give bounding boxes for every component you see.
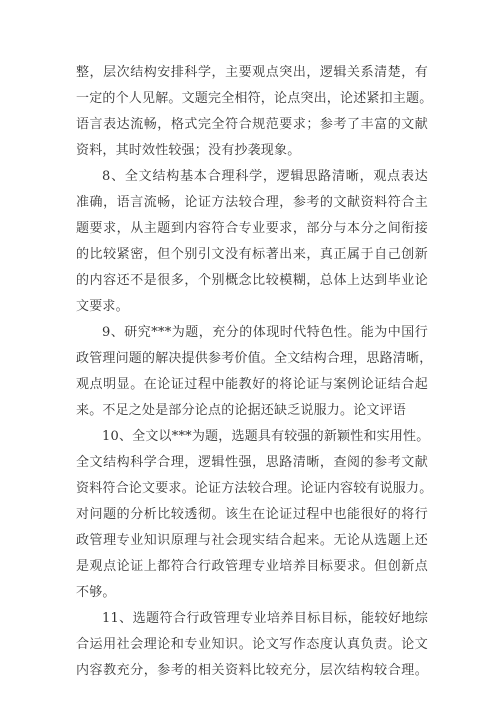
text-line: 的内容还不是很多，个别概念比较模糊，总体上达到毕业论 xyxy=(76,273,428,288)
text-line: 是观点论证上都符合行政管理专业培养目标要求。但创新点 xyxy=(76,559,428,574)
text-line: 准确，语言流畅，论证方法较合理，参考的文献资料符合主 xyxy=(76,195,428,210)
paragraph xyxy=(76,164,428,320)
paragraph xyxy=(76,606,428,684)
text-line: 不够。 xyxy=(76,585,116,600)
text-line: 政管理问题的解决提供参考价值。全文结构合理，思路清晰， xyxy=(76,351,433,366)
document-page xyxy=(76,60,433,684)
text-line: 题要求，从主题到内容符合专业要求，部分与本分之间衔接 xyxy=(76,221,428,236)
text-line: 合运用社会理论和专业知识。论文写作态度认真负责。论文 xyxy=(76,637,428,652)
text-line: 内容教充分，参考的相关资料比较充分，层次结构较合理。 xyxy=(76,663,428,678)
text-line: 文要求。 xyxy=(76,299,129,314)
paragraph xyxy=(76,320,433,424)
text-line: 8、全文结构基本合理科学，逻辑思路清晰，观点表达 xyxy=(102,169,428,184)
text-line: 9、研究***为题，充分的体现时代特色性。能为中国行 xyxy=(102,325,428,340)
paragraph xyxy=(76,424,433,606)
text-line: 资料符合论文要求。论证方法较合理。论证内容较有说服力。 xyxy=(76,481,433,496)
text-line: 政管理专业知识原理与社会现实结合起来。无论从选题上还 xyxy=(76,533,428,548)
text-line: 资料，其时效性较强；没有抄袭现象。 xyxy=(76,143,301,158)
text-line: 一定的个人见解。文题完全相符，论点突出，论述紧扣主题。 xyxy=(76,91,433,106)
text-line: 全文结构科学合理，逻辑性强，思路清晰，查阅的参考文献 xyxy=(76,455,428,470)
paragraph xyxy=(76,60,433,164)
text-line: 的比较紧密，但个别引文没有标著出来，真正属于自己创新 xyxy=(76,247,428,262)
text-line: 对问题的分析比较透彻。该生在论证过程中也能很好的将行 xyxy=(76,507,428,522)
text-line: 来。不足之处是部分论点的论据还缺乏说服力。论文评语 xyxy=(76,403,407,418)
text-line: 整，层次结构安排科学，主要观点突出，逻辑关系清楚，有 xyxy=(76,65,428,80)
text-line: 观点明显。在论证过程中能教好的将论证与案例论证结合起 xyxy=(76,377,428,392)
text-line: 语言表达流畅，格式完全符合规范要求；参考了丰富的文献 xyxy=(76,117,428,132)
text-line: 10、全文以***为题，选题具有较强的新颖性和实用性。 xyxy=(102,429,430,444)
text-line: 11、选题符合行政管理专业培养目标目标，能较好地综 xyxy=(102,611,428,626)
